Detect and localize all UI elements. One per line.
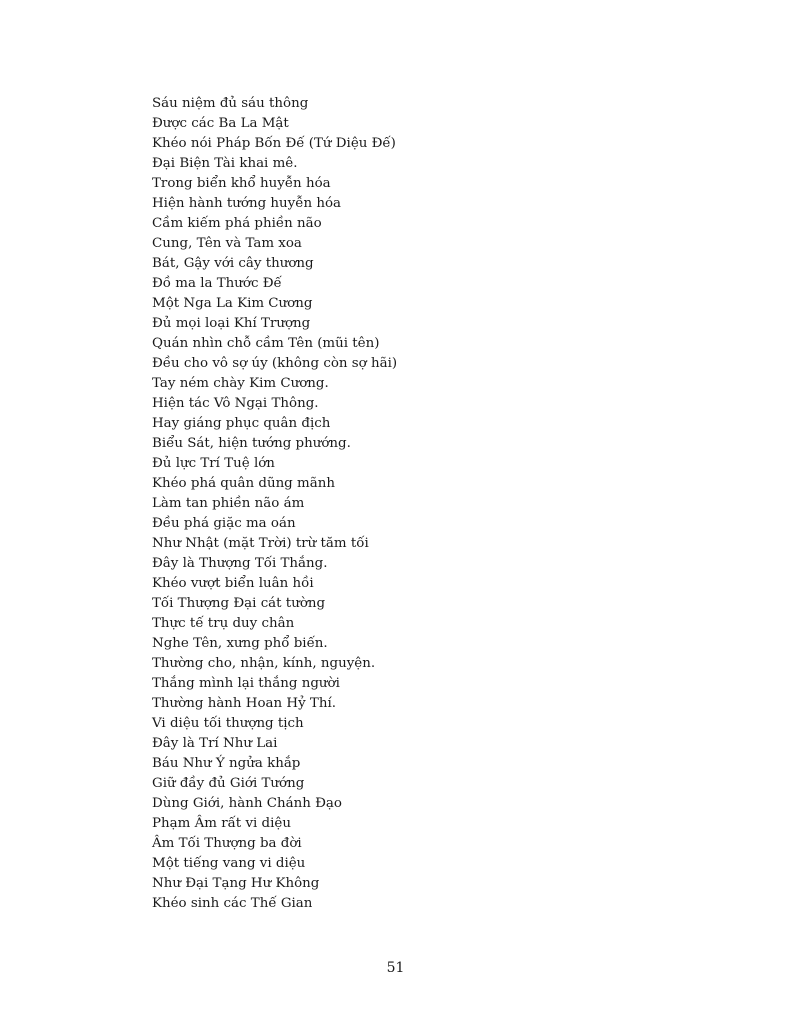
verse-line: Âm Tối Thượng ba đời: [152, 836, 302, 851]
verse-line: Sáu niệm đủ sáu thông: [152, 96, 309, 111]
verse-line: Đủ lực Trí Tuệ lớn: [152, 456, 275, 471]
verse-line: Tay ném chày Kim Cương.: [152, 376, 329, 391]
verse-line: Cầm kiếm phá phiền não: [152, 216, 322, 231]
verse-block: [152, 94, 397, 914]
verse-line: Phạm Âm rất vi diệu: [152, 816, 291, 831]
verse-line: Như Nhật (mặt Trời) trừ tăm tối: [152, 536, 369, 551]
verse-line: Hiện hành tướng huyễn hóa: [152, 196, 341, 211]
verse-line: Đây là Trí Như Lai: [152, 736, 278, 751]
verse-line: Trong biển khổ huyễn hóa: [152, 176, 331, 191]
verse-line: Khéo nói Pháp Bốn Đế (Tứ Diệu Đế): [152, 136, 396, 151]
verse-line: Báu Như Ý ngửa khắp: [152, 756, 301, 771]
verse-line: Thường hành Hoan Hỷ Thí.: [152, 696, 337, 711]
verse-line: Dùng Giới, hành Chánh Đạo: [152, 796, 342, 811]
verse-line: Đại Biện Tài khai mê.: [152, 156, 298, 171]
verse-line: Đều cho vô sợ úy (không còn sợ hãi): [152, 356, 398, 371]
page-number: 51: [386, 960, 405, 976]
verse-line: Biểu Sát, hiện tướng phướng.: [152, 436, 351, 451]
verse-line: Đây là Thượng Tối Thắng.: [152, 556, 328, 571]
verse-line: Một tiếng vang vi diệu: [152, 856, 306, 871]
verse-line: Thường cho, nhận, kính, nguyện.: [152, 656, 376, 671]
verse-line: Đều phá giặc ma oán: [152, 516, 296, 531]
verse-line: Giữ đầy đủ Giới Tướng: [152, 776, 305, 791]
verse-line: Vi diệu tối thượng tịch: [152, 716, 304, 731]
verse-line: Hay giáng phục quân địch: [152, 416, 331, 431]
verse-line: Nghe Tên, xưng phổ biến.: [152, 636, 328, 651]
verse-line: Một Nga La Kim Cương: [152, 296, 313, 311]
verse-line: Thắng mình lại thắng người: [152, 676, 340, 691]
verse-line: Khéo vượt biển luân hồi: [152, 576, 314, 591]
verse-line: Làm tan phiền não ám: [152, 496, 305, 511]
verse-line: Hiện tác Vô Ngại Thông.: [152, 396, 319, 411]
verse-line: Đồ ma la Thước Đế: [152, 276, 282, 291]
verse-line: Khéo sinh các Thế Gian: [152, 896, 313, 911]
verse-line: Thực tế trụ duy chân: [152, 616, 295, 631]
verse-line: Khéo phá quân dũng mãnh: [152, 476, 335, 491]
verse-line: Quán nhìn chỗ cầm Tên (mũi tên): [152, 336, 380, 351]
verse-line: Như Đại Tạng Hư Không: [152, 876, 320, 891]
verse-line: Bát, Gậy với cây thương: [152, 256, 314, 271]
verse-line: Đủ mọi loại Khí Trượng: [152, 316, 311, 331]
verse-line: Tối Thượng Đại cát tường: [152, 596, 326, 611]
verse-line: Được các Ba La Mật: [152, 116, 289, 131]
verse-line: Cung, Tên và Tam xoa: [152, 236, 302, 251]
